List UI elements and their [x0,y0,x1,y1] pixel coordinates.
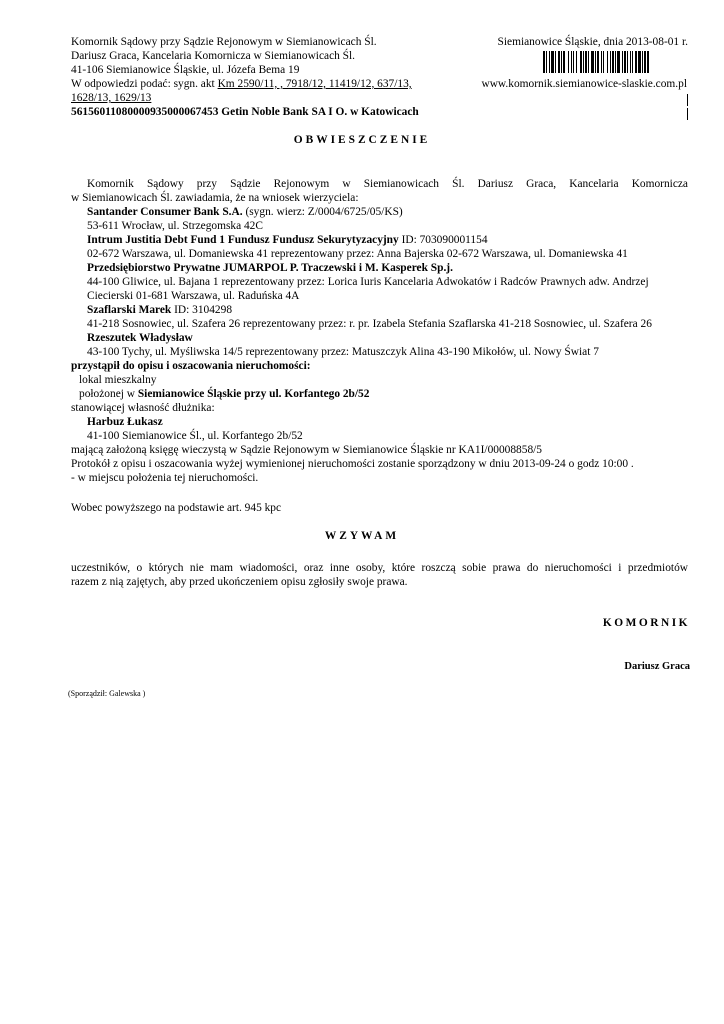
signature-title: KOMORNIK [602,617,690,629]
prepared-by: (Sporządził: Galewska ) [68,689,146,698]
case-refs-line-1: Km 2590/11, , 7918/12, 11419/12, 637/13, [217,78,412,90]
sender-line-1: Komornik Sądowy przy Sądzie Rejonowym w Siemianowicach Śl. [71,36,377,48]
located-prefix: położonej w [79,388,138,400]
creditor-name: Szaflarski Marek [87,304,172,316]
creditor-address: 53-611 Wrocław, ul. Strzegomska 42C [87,220,263,232]
debtor-name: Harbuz Łukasz [87,416,163,428]
location-note: - w miejscu położenia tej nieruchomości. [71,472,259,484]
creditor-1 [87,206,403,220]
reply-reference [71,78,412,92]
summon-heading: WZYWAM [324,530,400,542]
creditor-address: 41-218 Sosnowiec, ul. Szafera 26 reprezentowany przez: r. pr. Izabela Stefania Szaflarska 41-218 Sosnowiec, ul. Szafera 26 [87,318,652,330]
website: www.komornik.siemianowice-slaskie.com.pl [481,78,687,90]
land-register: mającą założoną księgę wieczystą w Sądzie Rejonowym w Siemianowice Śląskie nr KA1I/00008858/5 [71,444,542,456]
creditor-address-cont: Ciecierski 01-681 Warszawa, ul. Raduńska 4A [87,290,300,302]
tick-mark-2 [687,108,688,120]
reply-prefix: W odpowiedzi podać: sygn. akt [71,78,218,90]
sender-line-3: 41-106 Siemianowice Śląskie, ul. Józefa Bema 19 [71,64,300,76]
creditor-5-name: Rzeszutek Władysław [87,332,193,344]
creditor-3-name: Przedsiębiorstwo Prywatne JUMARPOL P. Traczewski i M. Kasperek Sp.j. [87,262,453,274]
summon-line-2: razem z nią zajętych, aby przed ukończeniem opisu zgłosiły swoje prawa. [71,576,408,588]
creditor-id: ID: 3104298 [171,304,233,316]
intro-line-2: w Siemianowicach Śl. zawiadamia, że na wniosek wierzyciela: [71,192,359,204]
creditor-address: 44-100 Gliwice, ul. Bajana 1 reprezentowany przez: Lorica Iuris Kancelaria Adwokatów i Radców Prawnych adw. Andrzej [87,276,649,288]
protocol-date: Protokół z opisu i oszacowania wyżej wymienionej nieruchomości zostanie sporządzony w dniu 2013-09-24 o godz 10:00 . [71,458,634,470]
creditor-2 [87,234,488,248]
property-type: lokal mieszkalny [79,374,157,386]
ownership-statement: stanowiącej własność dłużnika: [71,402,215,414]
creditor-id: ID: 703090001154 [398,234,488,246]
summon-line-1: uczestników, o których nie mam wiadomości, oraz inne osoby, które roszczą sobie prawa do nieruchomości i przedmiotów [71,562,688,574]
legal-basis: Wobec powyższego na podstawie art. 945 kpc [71,502,282,514]
intro-line-1: Komornik Sądowy przy Sądzie Rejonowym w Siemianowicach Śl. Dariusz Graca, Kancelaria Komornicza [87,178,688,190]
document-title: OBWIESZCZENIE [293,134,431,146]
debtor-address: 41-100 Siemianowice Śl., ul. Korfantego 2b/52 [87,430,303,442]
creditor-address: 43-100 Tychy, ul. Myśliwska 14/5 reprezentowany przez: Matuszczyk Alina 43-190 Mikołów, ul. Nowy Świat 7 [87,346,599,358]
located-address: Siemianowice Śląskie przy ul. Korfantego 2b/52 [137,388,370,400]
creditor-id: (sygn. wierz: Z/0004/6725/05/KS) [242,206,403,218]
creditor-name: Santander Consumer Bank S.A. [87,206,243,218]
creditor-name: Intrum Justitia Debt Fund 1 Fundusz Fundusz Sekurytyzacyjny [87,234,399,246]
proceeded-statement: przystąpił do opisu i oszacowania nieruchomości: [71,360,311,372]
creditor-4 [87,304,232,318]
creditor-address: 02-672 Warszawa, ul. Domaniewska 41 reprezentowany przez: Anna Bajerska 02-672 Warszawa, ul. Domaniewska 41 [87,248,628,260]
place-date: Siemianowice Śląskie, dnia 2013-08-01 r. [497,36,688,48]
tick-mark-1 [687,94,688,106]
case-refs-line-2: 1628/13, 1629/13 [71,92,152,104]
sender-line-2: Dariusz Graca, Kancelaria Komornicza w Siemianowicach Śl. [71,50,356,62]
barcode [543,51,687,73]
property-location [79,388,369,402]
bank-account: 56156011080000935000067453 Getin Noble Bank SA I O. w Katowicach [71,106,419,118]
signature-name: Dariusz Graca [624,661,690,672]
